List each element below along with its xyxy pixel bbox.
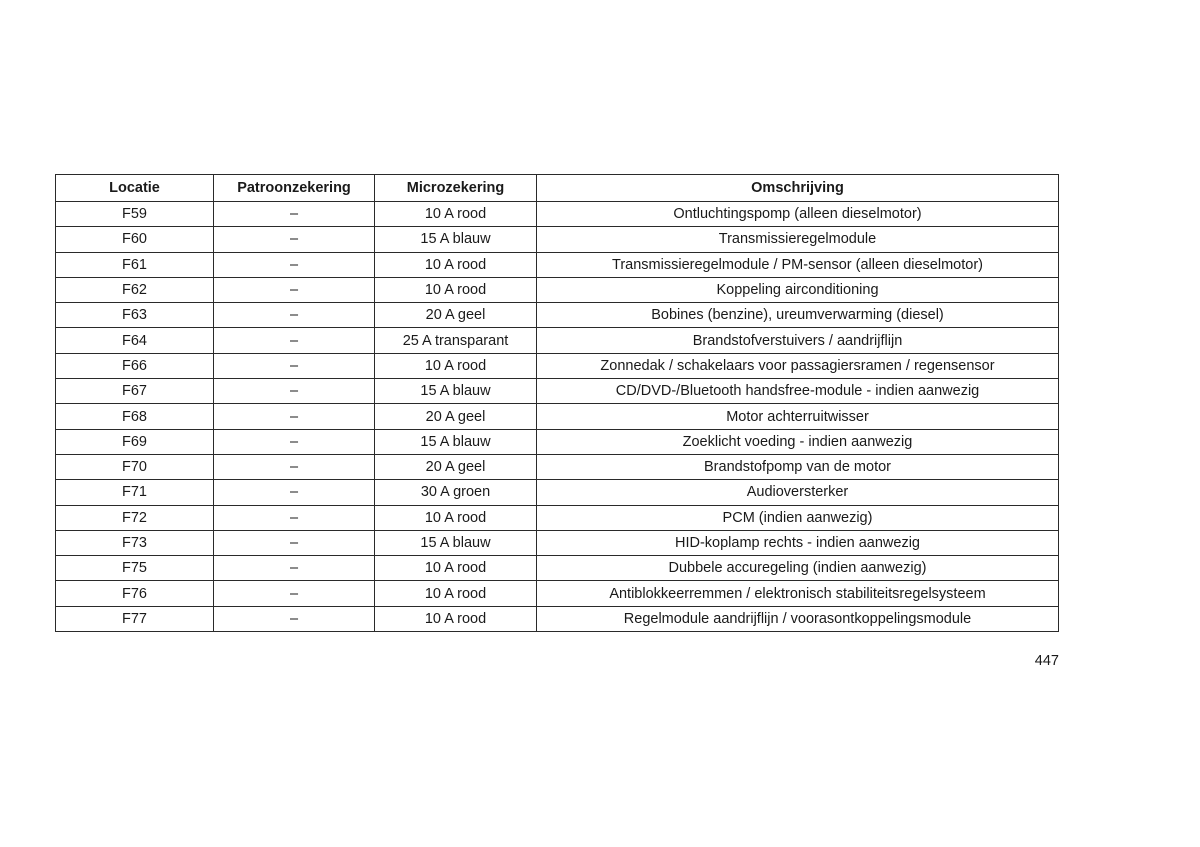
cell-locatie: F67: [56, 379, 214, 404]
header-patroonzekering: Patroonzekering: [214, 175, 375, 202]
cell-omschrijving: Bobines (benzine), ureumverwarming (diesel): [537, 303, 1059, 328]
table-row: [56, 277, 1059, 302]
table-row: [56, 379, 1059, 404]
header-row: [56, 175, 1059, 202]
cell-patroonzekering: –: [214, 303, 375, 328]
cell-patroonzekering: –: [214, 353, 375, 378]
cell-omschrijving: Transmissieregelmodule / PM-sensor (alleen dieselmotor): [537, 252, 1059, 277]
cell-patroonzekering: –: [214, 429, 375, 454]
cell-omschrijving: Motor achterruitwisser: [537, 404, 1059, 429]
table-row: [56, 404, 1059, 429]
table-row: [56, 530, 1059, 555]
table-row: [56, 505, 1059, 530]
cell-omschrijving: Zonnedak / schakelaars voor passagiersramen / regensensor: [537, 353, 1059, 378]
cell-microzekering: 10 A rood: [375, 252, 537, 277]
table-row: [56, 252, 1059, 277]
cell-locatie: F71: [56, 480, 214, 505]
cell-locatie: F61: [56, 252, 214, 277]
table-row: [56, 328, 1059, 353]
cell-omschrijving: Dubbele accuregeling (indien aanwezig): [537, 556, 1059, 581]
cell-locatie: F60: [56, 227, 214, 252]
page-number: 447: [1034, 653, 1059, 669]
header-omschrijving: Omschrijving: [537, 175, 1059, 202]
cell-microzekering: 10 A rood: [375, 606, 537, 631]
table-row: [56, 556, 1059, 581]
cell-microzekering: 20 A geel: [375, 454, 537, 479]
cell-omschrijving: Regelmodule aandrijflijn / voorasontkoppelingsmodule: [537, 606, 1059, 631]
cell-omschrijving: Ontluchtingspomp (alleen dieselmotor): [537, 202, 1059, 227]
cell-patroonzekering: –: [214, 530, 375, 555]
header-locatie: Locatie: [56, 175, 214, 202]
cell-locatie: F59: [56, 202, 214, 227]
cell-microzekering: 10 A rood: [375, 202, 537, 227]
cell-locatie: F72: [56, 505, 214, 530]
cell-microzekering: 15 A blauw: [375, 530, 537, 555]
cell-omschrijving: Transmissieregelmodule: [537, 227, 1059, 252]
cell-omschrijving: CD/DVD-/Bluetooth handsfree-module - indien aanwezig: [537, 379, 1059, 404]
cell-microzekering: 15 A blauw: [375, 379, 537, 404]
header-microzekering: Microzekering: [375, 175, 537, 202]
cell-microzekering: 10 A rood: [375, 277, 537, 302]
cell-microzekering: 20 A geel: [375, 303, 537, 328]
cell-microzekering: 10 A rood: [375, 556, 537, 581]
cell-microzekering: 10 A rood: [375, 353, 537, 378]
cell-patroonzekering: –: [214, 202, 375, 227]
cell-omschrijving: Zoeklicht voeding - indien aanwezig: [537, 429, 1059, 454]
cell-locatie: F70: [56, 454, 214, 479]
cell-locatie: F68: [56, 404, 214, 429]
cell-patroonzekering: –: [214, 379, 375, 404]
cell-omschrijving: Brandstofverstuivers / aandrijflijn: [537, 328, 1059, 353]
table-row: [56, 606, 1059, 631]
table-row: [56, 202, 1059, 227]
cell-locatie: F77: [56, 606, 214, 631]
cell-omschrijving: Audioversterker: [537, 480, 1059, 505]
table-row: [56, 353, 1059, 378]
cell-microzekering: 15 A blauw: [375, 429, 537, 454]
cell-patroonzekering: –: [214, 505, 375, 530]
table-row: [56, 303, 1059, 328]
table-row: [56, 227, 1059, 252]
cell-patroonzekering: –: [214, 556, 375, 581]
cell-patroonzekering: –: [214, 328, 375, 353]
cell-locatie: F66: [56, 353, 214, 378]
cell-microzekering: 20 A geel: [375, 404, 537, 429]
cell-locatie: F63: [56, 303, 214, 328]
cell-patroonzekering: –: [214, 606, 375, 631]
cell-microzekering: 30 A groen: [375, 480, 537, 505]
table-row: [56, 480, 1059, 505]
cell-patroonzekering: –: [214, 252, 375, 277]
cell-omschrijving: Koppeling airconditioning: [537, 277, 1059, 302]
cell-locatie: F64: [56, 328, 214, 353]
cell-omschrijving: Antiblokkeerremmen / elektronisch stabiliteitsregelsysteem: [537, 581, 1059, 606]
cell-microzekering: 10 A rood: [375, 505, 537, 530]
cell-omschrijving: HID-koplamp rechts - indien aanwezig: [537, 530, 1059, 555]
cell-patroonzekering: –: [214, 581, 375, 606]
cell-patroonzekering: –: [214, 480, 375, 505]
cell-patroonzekering: –: [214, 227, 375, 252]
cell-microzekering: 25 A transparant: [375, 328, 537, 353]
cell-microzekering: 15 A blauw: [375, 227, 537, 252]
cell-locatie: F75: [56, 556, 214, 581]
cell-locatie: F62: [56, 277, 214, 302]
table-row: [56, 581, 1059, 606]
table-header: [56, 175, 1059, 202]
cell-patroonzekering: –: [214, 454, 375, 479]
cell-patroonzekering: –: [214, 404, 375, 429]
cell-omschrijving: Brandstofpomp van de motor: [537, 454, 1059, 479]
cell-microzekering: 10 A rood: [375, 581, 537, 606]
cell-omschrijving: PCM (indien aanwezig): [537, 505, 1059, 530]
table-row: [56, 454, 1059, 479]
fuse-table: [55, 174, 1059, 632]
cell-patroonzekering: –: [214, 277, 375, 302]
table-body: [56, 202, 1059, 632]
table-row: [56, 429, 1059, 454]
cell-locatie: F73: [56, 530, 214, 555]
cell-locatie: F76: [56, 581, 214, 606]
cell-locatie: F69: [56, 429, 214, 454]
